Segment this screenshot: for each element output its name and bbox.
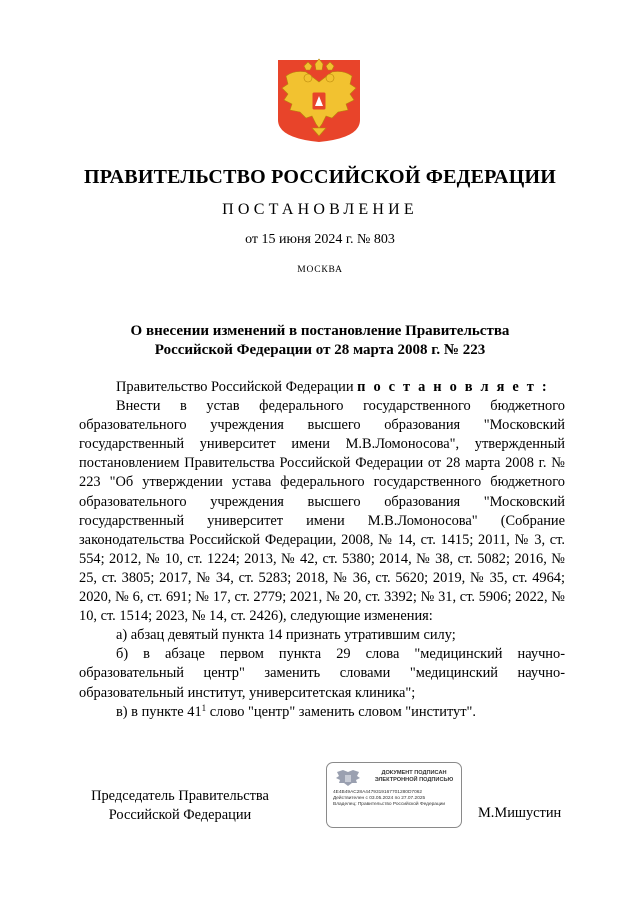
coat-of-arms-emblem (276, 58, 362, 144)
intro-paragraph (79, 378, 565, 397)
city: МОСКВА (297, 265, 343, 275)
intro-text: Правительство Российской Федерации (116, 379, 354, 395)
stamp-validity: Действителен с 03.05.2024 по 27.07.2025 (333, 796, 426, 801)
position-line-1: Председатель Правительства (91, 788, 269, 804)
stamp-title-line-2: ЭЛЕКТРОННОЙ ПОДПИСЬЮ (374, 777, 454, 783)
signatory-name: М.Мишустин (478, 805, 562, 821)
item-c (79, 703, 565, 722)
main-paragraph: Внести в устав федерального государственного бюджетного образовательного учреждения высшего образования "Московский государственный университет имени М.В.Ломоносова", утвержденный постановлением Правительства Российской Федерации от 28 марта 2008 г. № 223 "Об утверждении устава федерального государственного бюджетного образовательного учреждения высшего образования "Московский государственный университет имени М.В.Ломоносова" (Собрание законодательства Российской Федерации, 2008, № 14, ст. 1415; 2011, № 3, ст. 554; 2012, № 10, ст. 1224; 2013, № 42, ст. 5380; 2014, № 38, ст. 5082; 2016, № 25, ст. 3805; 2017, № 34, ст. 5283; 2018, № 36, ст. 5620; 2019, № 35, ст. 4964; 2020, № 6, ст. 691; № 17, ст. 2779; 2021, № 20, ст. 3392; № 31, ст. 5906; 2022, № 10, ст. 1514; 2023, № 14, ст. 2426), следующие изменения: (79, 398, 565, 625)
decree-word: п о с т а н о в л я е т : (357, 379, 549, 395)
item-c-end: слово "центр" заменить словом "институт". (206, 703, 477, 720)
stamp-emblem-icon (335, 769, 361, 787)
stamp-title (369, 770, 459, 784)
government-title: ПРАВИТЕЛЬСТВО РОССИЙСКОЙ ФЕДЕРАЦИИ (84, 166, 556, 188)
document-type: ПОСТАНОВЛЕНИЕ (222, 201, 418, 218)
document-body (79, 378, 565, 722)
subject-line-1: О внесении изменений в постановление Правительства (130, 323, 510, 339)
position-line-2: Российской Федерации (108, 807, 252, 823)
item-c-superscript: 1 (201, 702, 207, 713)
document-subject (0, 322, 640, 360)
stamp-owner: Владелец: Правительство Российской Федерации (333, 802, 446, 807)
electronic-signature-stamp (326, 762, 462, 828)
item-c-start: в) в пункте 41 (116, 703, 202, 720)
item-b: б) в абзаце первом пункта 29 слова "медицинский научно-образовательный центр" заменить словами "медицинский научно-образовательный институт, университетская клиника"; (79, 646, 565, 701)
item-a: а) абзац девятый пункта 14 признать утратившим силу; (116, 627, 456, 644)
stamp-title-line-1: ДОКУМЕНТ ПОДПИСАН (381, 770, 447, 776)
subject-line-2: Российской Федерации от 28 марта 2008 г. № 223 (154, 342, 486, 358)
stamp-details (333, 790, 459, 808)
stamp-certificate: 4E4B49AC28A4479319167701280D7062 (333, 790, 423, 795)
date-and-number: от 15 июня 2024 г. № 803 (245, 232, 395, 247)
signatory-position (80, 787, 280, 825)
